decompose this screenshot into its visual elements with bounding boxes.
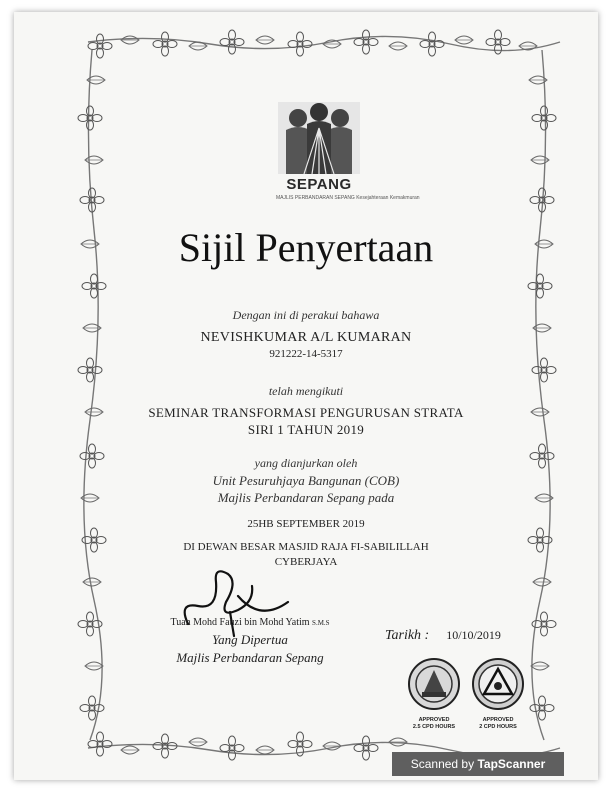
watermark-prefix: Scanned by <box>410 757 475 771</box>
badge-2-caption1: APPROVED <box>482 717 514 723</box>
sepang-emblem-icon <box>276 100 362 176</box>
logo-subtitle: MAJLIS PERBANDARAN SEPANG Kesejahteraan Kemakmuran <box>276 195 420 201</box>
sepang-logo <box>276 100 420 212</box>
badge-1-caption1: APPROVED <box>418 717 450 723</box>
venue-line2: CYBERJAYA <box>274 556 338 568</box>
seal-icon <box>406 656 462 712</box>
issue-date-label: Tarikh : <box>385 628 430 643</box>
issue-date-value: 10/10/2019 <box>446 628 501 642</box>
attended-line: telah mengikuti <box>268 384 344 398</box>
cpd-badge-1 <box>404 656 464 731</box>
organized-line: yang dianjurkan oleh <box>254 456 358 470</box>
badge-1-caption2: 2.5 CPD HOURS <box>412 724 456 730</box>
cpd-badge-2 <box>468 656 528 731</box>
signer-block <box>150 617 350 666</box>
scanner-watermark <box>392 752 564 776</box>
logo-name: SEPANG <box>286 176 352 193</box>
organizer-line1: Unit Pesuruhjaya Bangunan (COB) <box>212 473 400 488</box>
event-title-line1: SEMINAR TRANSFORMASI PENGURUSAN STRATA <box>148 405 464 420</box>
event-title-line2: SIRI 1 TAHUN 2019 <box>247 422 365 437</box>
participant-name: NEVISHKUMAR A/L KUMARAN <box>200 330 412 345</box>
watermark-app: TapScanner <box>477 757 546 771</box>
signer-role2: Majlis Perbandaran Sepang <box>176 650 324 665</box>
signer-name-suffix: S.M.S <box>312 619 330 627</box>
event-date: 25HB SEPTEMBER 2019 <box>247 518 365 530</box>
participant-id: 921222-14-5317 <box>269 348 343 360</box>
triangle-seal-icon <box>470 656 526 712</box>
certificate-title: Sijil Penyertaan <box>178 225 434 270</box>
signer-name: Tuan Mohd Fauzi bin Mohd Yatim <box>170 617 310 628</box>
badge-2-caption2: 2 CPD HOURS <box>479 724 517 730</box>
signer-role1: Yang Dipertua <box>212 632 288 647</box>
issue-date <box>385 628 501 644</box>
venue-line1: DI DEWAN BESAR MASJID RAJA FI-SABILILLAH <box>183 541 429 553</box>
organizer-line2: Majlis Perbandaran Sepang pada <box>217 490 395 505</box>
certify-line: Dengan ini di perakui bahawa <box>232 308 380 322</box>
